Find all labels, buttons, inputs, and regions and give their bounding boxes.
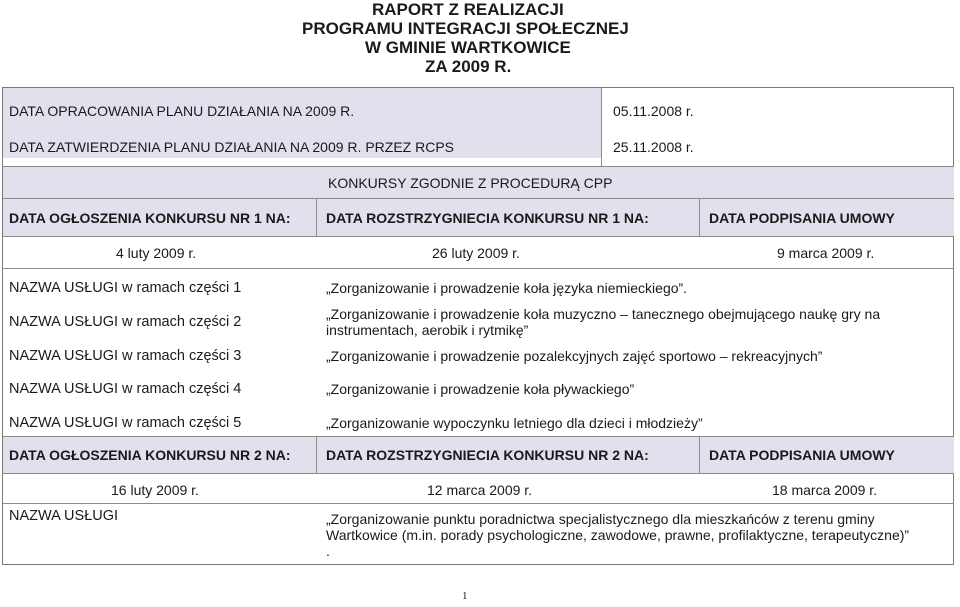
plan-zatwierdzenie-label: DATA ZATWIERDZENIA PLANU DZIAŁANIA NA 2009 R. PRZEZ RCPS	[9, 139, 454, 155]
usluga-3-label: NAZWA USŁUGI w ramach części 3	[9, 348, 242, 364]
divider	[316, 199, 317, 236]
divider	[601, 88, 602, 166]
plan-opracowanie-value: 05.11.2008 r.	[613, 103, 694, 119]
konkurs2-umowa-label: DATA PODPISANIA UMOWY	[709, 447, 895, 463]
konkurs2-umowa-value: 18 marca 2009 r.	[772, 482, 878, 498]
konkurs1-ogloszenie-label: DATA OGŁOSZENIA KONKURSU NR 1 NA:	[9, 210, 291, 226]
konkurs2-ogloszenie-value: 16 luty 2009 r.	[111, 482, 199, 498]
plan-zatwierdzenie-value: 25.11.2008 r.	[613, 139, 694, 155]
page-number: 1	[462, 590, 468, 602]
konkurs2-rozstrzygniecie-label: DATA ROZSTRZYGNIECIA KONKURSU NR 2 NA:	[326, 447, 649, 463]
konkurs1-rozstrzygniecie-label: DATA ROZSTRZYGNIECIA KONKURSU NR 1 NA:	[326, 210, 649, 226]
konkurs2-usluga-value-line-3: .	[326, 543, 330, 559]
konkurs2-usluga-value-line-1: „Zorganizowanie punktu poradnictwa specjalistycznego dla mieszkańców z terenu gminy	[326, 511, 875, 527]
title-line-1: RAPORT Z REALIZACJI	[372, 0, 564, 19]
usluga-5-value: „Zorganizowanie wypoczynku letniego dla dzieci i młodzieży”	[326, 415, 703, 431]
divider	[699, 437, 700, 473]
konkurs2-usluga-value-line-2: Wartkowice (m.in. porady psychologiczne, zawodowe, prawne, profilaktyczne, terapeutyczne)”	[326, 527, 910, 543]
konkurs1-ogloszenie-value: 4 luty 2009 r.	[116, 245, 197, 261]
divider	[3, 473, 954, 474]
konkurs2-usluga-label: NAZWA USŁUGI	[9, 508, 119, 524]
divider	[3, 268, 954, 269]
divider	[3, 198, 954, 199]
divider	[3, 166, 954, 167]
divider	[316, 437, 317, 473]
konkurs1-umowa-value: 9 marca 2009 r.	[777, 245, 875, 261]
konkurs1-umowa-label: DATA PODPISANIA UMOWY	[709, 210, 895, 226]
title-line-4: ZA 2009 R.	[425, 57, 512, 76]
konkursy-header: KONKURSY ZGODNIE Z PROCEDURĄ CPP	[328, 175, 613, 191]
title-line-3: W GMINIE WARTKOWICE	[365, 38, 571, 57]
plan-opracowanie-label: DATA OPRACOWANIA PLANU DZIAŁANIA NA 2009 R.	[9, 103, 355, 119]
divider	[699, 199, 700, 236]
usluga-2-value-line-1: „Zorganizowanie i prowadzenie koła muzyczno – tanecznego obejmującego naukę gry na	[326, 306, 881, 322]
divider	[3, 436, 954, 437]
konkurs1-rozstrzygniecie-value: 26 luty 2009 r.	[432, 245, 520, 261]
usluga-4-label: NAZWA USŁUGI w ramach części 4	[9, 381, 242, 397]
usluga-2-value-line-2: instrumentach, aerobik i rytmikę”	[326, 322, 529, 338]
usluga-3-value: „Zorganizowanie i prowadzenie pozalekcyjnych zajęć sportowo – rekreacyjnych”	[326, 348, 823, 364]
usluga-4-value: „Zorganizowanie i prowadzenie koła pływackiego”	[326, 381, 635, 397]
title-line-2: PROGRAMU INTEGRACJI SPOŁECZNEJ	[302, 19, 629, 38]
divider	[3, 503, 954, 504]
usluga-1-value: „Zorganizowanie i prowadzenie koła języka niemieckiego”.	[326, 280, 688, 296]
konkurs2-rozstrzygniecie-value: 12 marca 2009 r.	[427, 482, 533, 498]
divider	[3, 236, 954, 237]
usluga-5-label: NAZWA USŁUGI w ramach części 5	[9, 415, 242, 431]
usluga-1-label: NAZWA USŁUGI w ramach części 1	[9, 280, 242, 296]
usluga-2-label: NAZWA USŁUGI w ramach części 2	[9, 314, 242, 330]
konkurs2-ogloszenie-label: DATA OGŁOSZENIA KONKURSU NR 2 NA:	[9, 447, 291, 463]
